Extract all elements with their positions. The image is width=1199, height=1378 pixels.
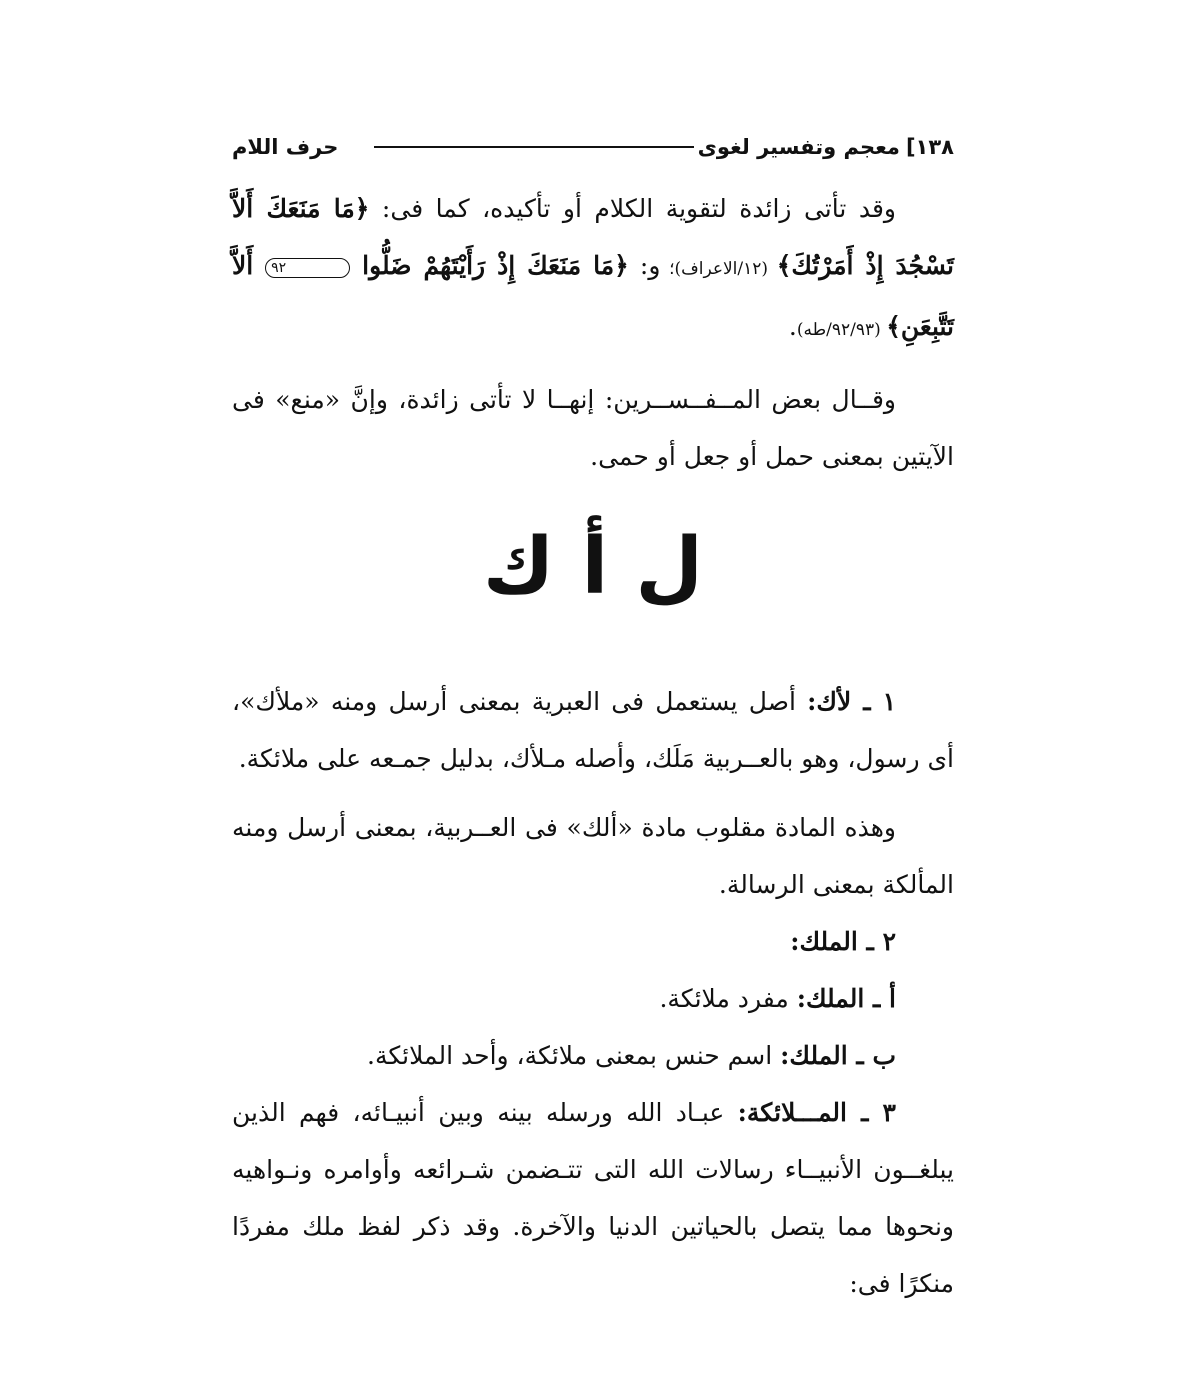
entry-malak-b: [232, 1027, 954, 1084]
spacer: [232, 359, 954, 371]
verse-reference-taha: (٩٢/٩٣/طه): [796, 320, 887, 340]
sentence-end: .: [788, 312, 797, 341]
page-body: [232, 180, 954, 1312]
paragraph-extra-la: [232, 180, 954, 359]
entry-lak: [232, 673, 954, 787]
entry-malaika: [232, 1084, 954, 1312]
chapter-title: حرف اللام: [232, 135, 339, 159]
entry-text-malak-a: مفرد ملائكة.: [659, 984, 797, 1013]
ayah-number-marker: ٩٢: [265, 258, 350, 278]
paragraph-inversion: وهذه المادة مقلوب مادة «ألك» فى العــربية، بمعنى أرسل ومنه المألكة بمعنى الرسالة.: [232, 813, 954, 899]
entry-malak: [232, 913, 954, 970]
entry-text-lak: أصل يستعمل فى العبرية بمعنى أرسل ومنه «ملأك»، أى رسول، وهو بالعــربية مَلَك، وأصله مـلأك، بدليل جمـعه على ملائكة.: [232, 687, 954, 773]
page-number: ١٣٨]: [905, 135, 954, 159]
entry-text-malaika: عبـاد الله ورسله بينه وبين أنبيـائه، فهم الذين يبلغــون الأنبيــاء رسالات الله التى تتـضمن شـرائعه وأوامره ونـواهيه ونحوها مما يتصل بالحياتين الدنيا والآخرة. وقد ذكر لفظ ملك مفردًا منكرًا فى:: [232, 1098, 954, 1298]
quran-quote-taha-part2: أَلاَّ تَتَّبِعَنِ﴾: [232, 251, 954, 341]
book-title: معجم وتفسير لغوى: [697, 135, 900, 159]
entry-label-malak: ٢ ـ الملك:: [790, 927, 896, 956]
conjunction-text: و:: [628, 251, 661, 280]
header-rule: [374, 146, 693, 148]
quran-quote-araf: ﴿مَا مَنَعَكَ أَلاَّ تَسْجُدَ إِذْ أَمَرْتُكَ﴾: [232, 194, 954, 280]
quran-quote-taha-part1: ﴿مَا مَنَعَكَ إِذْ رَأَيْتَهُمْ ضَلُّوا: [350, 251, 629, 280]
entry-label-malaika: ٣ ـ المـــلائكة:: [737, 1098, 896, 1127]
paragraph-commentators: وقــال بعض المــفــســرين: إنهــا لا تأتى زائدة، وإنَّ «منع» فى الآيتين بمعنى حمل أو جعل أو حمى.: [232, 385, 954, 471]
entry-text-malak-b: اسم حنس بمعنى ملائكة، وأحد الملائكة.: [367, 1041, 781, 1070]
entry-label-lak: ١ ـ لأك:: [807, 687, 897, 716]
verse-reference-araf: (١٢/الاعراف)؛: [660, 259, 777, 279]
entry-label-malak-b: ب ـ الملك:: [780, 1041, 896, 1070]
entry-malak-a: [232, 970, 954, 1027]
spacer: [232, 787, 954, 799]
root-heading: ل أ ك: [482, 522, 704, 612]
page-header: [232, 130, 954, 164]
intro-text: وقد تأتى زائدة لتقوية الكلام أو تأكيده، كما فى:: [369, 194, 896, 223]
entry-label-malak-a: أ ـ الملك:: [796, 984, 896, 1013]
